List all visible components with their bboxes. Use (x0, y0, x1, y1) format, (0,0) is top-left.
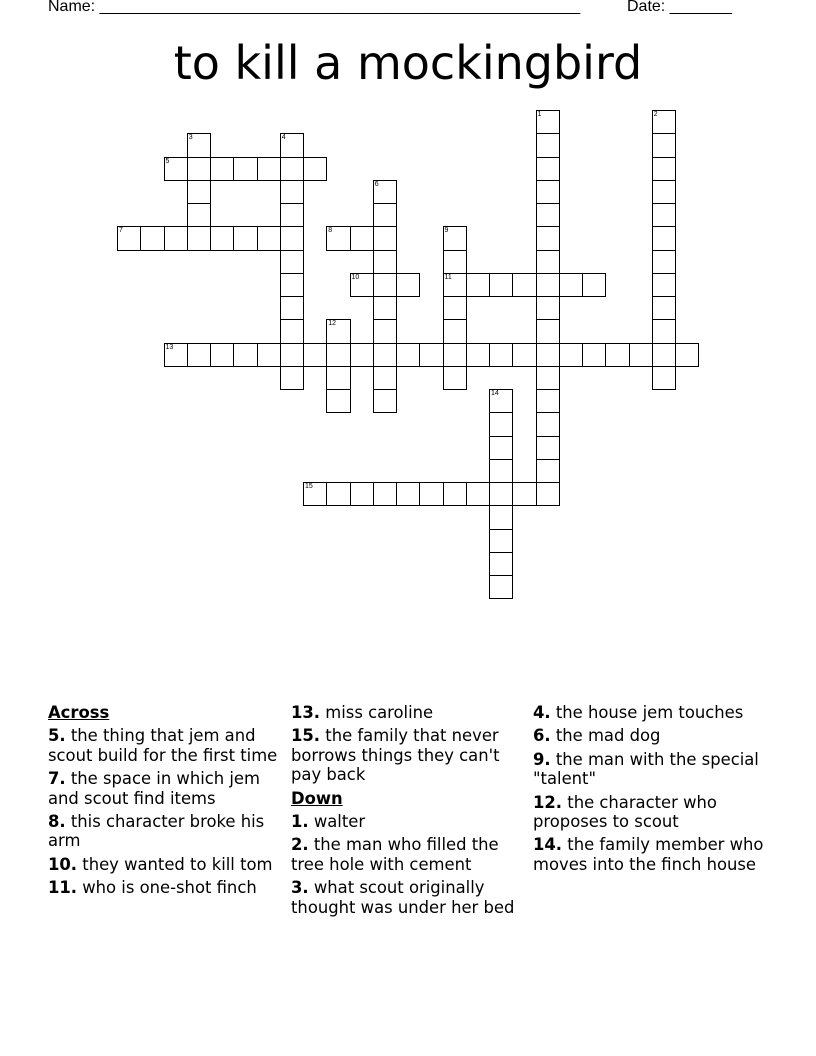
grid-cell[interactable] (373, 250, 397, 274)
grid-cell[interactable] (257, 343, 281, 367)
clue-number: 12. (533, 792, 563, 812)
clue-text: the space in which jem and scout find items (48, 769, 260, 808)
grid-cell[interactable] (605, 343, 629, 367)
down-clue (291, 812, 527, 831)
grid-cell[interactable] (466, 343, 490, 367)
grid-cell[interactable] (582, 273, 606, 297)
grid-cell[interactable] (536, 459, 560, 483)
grid-cell[interactable] (489, 343, 513, 367)
clue-number: 9 (444, 227, 449, 235)
grid-cell[interactable] (280, 133, 304, 157)
clue-text: this character broke his arm (48, 812, 265, 851)
grid-cell[interactable] (536, 180, 560, 204)
grid-cell[interactable] (210, 343, 234, 367)
clue-number: 13. (291, 703, 321, 722)
clue-text: who is one-shot finch (82, 878, 257, 898)
grid-cell[interactable] (280, 250, 304, 274)
grid-cell[interactable] (489, 389, 513, 413)
grid-cell[interactable] (652, 110, 676, 134)
grid-cell[interactable] (536, 157, 560, 181)
grid-cell[interactable] (233, 226, 257, 250)
clue-text: walter (313, 812, 366, 832)
grid-cell[interactable] (443, 343, 467, 367)
grid-cell[interactable] (303, 157, 327, 181)
clues-column-1 (48, 703, 284, 902)
across-clue (48, 726, 284, 765)
grid-cell[interactable] (373, 389, 397, 413)
across-clue (48, 878, 284, 897)
clue-text: the mad dog (555, 726, 661, 746)
grid-cell[interactable] (373, 203, 397, 227)
grid-cell[interactable] (373, 226, 397, 250)
grid-cell[interactable] (140, 226, 164, 250)
clue-number: 3 (188, 134, 193, 142)
clue-text: what scout originally thought was under her bed (291, 878, 515, 917)
grid-cell[interactable] (512, 482, 536, 506)
grid-cell[interactable] (350, 343, 374, 367)
clue-text: they wanted to kill tom (82, 854, 273, 874)
grid-cell[interactable] (652, 366, 676, 390)
clue-number: 9. (533, 749, 551, 769)
grid-cell[interactable] (489, 412, 513, 436)
clue-number: 10 (351, 273, 360, 281)
down-clue (291, 835, 527, 874)
grid-cell[interactable] (466, 482, 490, 506)
grid-cell[interactable] (326, 319, 350, 343)
clues-column-2 (291, 703, 527, 921)
grid-cell[interactable] (443, 250, 467, 274)
down-clue (533, 726, 769, 745)
clue-number: 1. (291, 812, 309, 832)
grid-cell[interactable] (652, 296, 676, 320)
grid-cell[interactable] (512, 273, 536, 297)
clue-number: 8 (328, 227, 333, 235)
grid-cell[interactable] (536, 412, 560, 436)
clue-number: 8. (48, 812, 66, 832)
clue-text: the character who proposes to scout (533, 792, 717, 832)
grid-cell[interactable] (582, 343, 606, 367)
grid-cell[interactable] (536, 366, 560, 390)
grid-cell[interactable] (280, 319, 304, 343)
grid-cell[interactable] (187, 226, 211, 250)
clue-number: 6. (533, 726, 551, 746)
grid-cell[interactable] (512, 343, 536, 367)
grid-cell[interactable] (373, 296, 397, 320)
grid-cell[interactable] (326, 226, 350, 250)
grid-cell[interactable] (326, 343, 350, 367)
down-clue (291, 878, 527, 917)
grid-cell[interactable] (350, 482, 374, 506)
across-clue (48, 812, 284, 851)
grid-cell[interactable] (559, 273, 583, 297)
grid-cell[interactable] (652, 343, 676, 367)
grid-cell[interactable] (559, 343, 583, 367)
grid-cell[interactable] (536, 203, 560, 227)
clue-number: 2. (291, 835, 309, 855)
grid-cell[interactable] (443, 319, 467, 343)
grid-cell[interactable] (489, 459, 513, 483)
clue-number: 4 (281, 134, 286, 142)
grid-cell[interactable] (326, 366, 350, 390)
grid-cell[interactable] (536, 133, 560, 157)
grid-cell[interactable] (164, 157, 188, 181)
grid-cell[interactable] (280, 226, 304, 250)
grid-cell[interactable] (652, 226, 676, 250)
grid-cell[interactable] (280, 180, 304, 204)
grid-cell[interactable] (187, 157, 211, 181)
across-heading: Across (48, 703, 110, 722)
grid-cell[interactable] (350, 273, 374, 297)
clue-text: the man with the special "talent" (533, 749, 759, 789)
grid-cell[interactable] (443, 273, 467, 297)
grid-cell[interactable] (629, 343, 653, 367)
grid-cell[interactable] (536, 296, 560, 320)
clue-number: 13 (165, 343, 174, 351)
clue-number: 5 (165, 157, 170, 165)
grid-cell[interactable] (536, 273, 560, 297)
page-title: to kill a mockingbird (173, 36, 643, 90)
grid-cell[interactable] (350, 226, 374, 250)
grid-cell[interactable] (280, 366, 304, 390)
grid-cell[interactable] (536, 319, 560, 343)
grid-cell[interactable] (536, 389, 560, 413)
clue-text: the thing that jem and scout build for the first time (48, 726, 278, 765)
grid-cell[interactable] (187, 203, 211, 227)
grid-cell[interactable] (419, 482, 443, 506)
clue-text: the family that never borrows things they can't pay back (291, 726, 500, 785)
clue-number: 11 (444, 273, 452, 281)
grid-cell[interactable] (396, 273, 420, 297)
grid-cell[interactable] (280, 203, 304, 227)
grid-cell[interactable] (489, 529, 513, 553)
clue-number: 14 (491, 390, 499, 397)
date-field[interactable]: Date: _______ (627, 0, 732, 15)
grid-cell[interactable] (443, 296, 467, 320)
grid-cell[interactable] (489, 505, 513, 529)
across-clue (291, 703, 527, 722)
grid-cell[interactable] (373, 343, 397, 367)
grid-cell[interactable] (652, 133, 676, 157)
grid-cell[interactable] (652, 273, 676, 297)
grid-cell[interactable] (280, 273, 304, 297)
grid-cell[interactable] (396, 482, 420, 506)
clue-number: 15 (305, 483, 313, 490)
across-clue (48, 855, 284, 874)
grid-cell[interactable] (652, 203, 676, 227)
clue-text: miss caroline (325, 703, 434, 722)
grid-cell[interactable] (419, 343, 443, 367)
down-clue (533, 835, 769, 874)
grid-cell[interactable] (326, 482, 350, 506)
grid-cell[interactable] (326, 389, 350, 413)
clue-number: 4. (533, 703, 551, 722)
grid-cell[interactable] (303, 343, 327, 367)
grid-cell[interactable] (210, 157, 234, 181)
grid-cell[interactable] (164, 343, 188, 367)
grid-cell[interactable] (280, 343, 304, 367)
grid-cell[interactable] (443, 482, 467, 506)
grid-cell[interactable] (373, 273, 397, 297)
clue-number: 10. (48, 854, 78, 874)
grid-cell[interactable] (466, 273, 490, 297)
grid-cell[interactable] (489, 273, 513, 297)
grid-cell[interactable] (536, 482, 560, 506)
grid-cell[interactable] (373, 180, 397, 204)
name-field[interactable]: Name: ______________________________________________________ (48, 0, 581, 15)
grid-cell[interactable] (303, 482, 327, 506)
grid-cell[interactable] (280, 157, 304, 181)
grid-cell[interactable] (257, 157, 281, 181)
grid-cell[interactable] (536, 110, 560, 134)
clue-number: 6 (374, 180, 379, 188)
across-clue (291, 726, 527, 784)
down-clue (533, 750, 769, 789)
grid-cell[interactable] (652, 250, 676, 274)
grid-cell[interactable] (396, 343, 420, 367)
grid-cell[interactable] (675, 343, 699, 367)
grid-cell[interactable] (257, 226, 281, 250)
grid-cell[interactable] (187, 180, 211, 204)
down-clue (533, 793, 769, 832)
grid-cell[interactable] (164, 226, 188, 250)
grid-cell[interactable] (536, 226, 560, 250)
grid-cell[interactable] (443, 226, 467, 250)
grid-cell[interactable] (652, 319, 676, 343)
grid-cell[interactable] (187, 343, 211, 367)
down-clue (533, 703, 769, 722)
grid-cell[interactable] (536, 250, 560, 274)
clue-number: 5. (48, 726, 66, 746)
grid-cell[interactable] (373, 366, 397, 390)
grid-cell[interactable] (280, 296, 304, 320)
grid-cell[interactable] (443, 366, 467, 390)
grid-cell[interactable] (536, 436, 560, 460)
clue-number: 7 (119, 227, 123, 235)
clue-text: the family member who moves into the finch house (533, 835, 764, 874)
grid-cell[interactable] (652, 180, 676, 204)
clue-number: 12 (328, 320, 337, 328)
grid-cell[interactable] (489, 552, 513, 576)
clue-number: 15. (291, 726, 321, 746)
grid-cell[interactable] (117, 226, 141, 250)
clues-column-3 (533, 703, 769, 878)
grid-cell[interactable] (210, 226, 234, 250)
grid-cell[interactable] (489, 436, 513, 460)
across-clue (48, 769, 284, 808)
clue-number: 14. (533, 835, 563, 855)
clue-number: 1 (537, 111, 542, 118)
clue-number: 11. (48, 878, 78, 898)
grid-cell[interactable] (187, 133, 211, 157)
grid-cell[interactable] (536, 343, 560, 367)
grid-cell[interactable] (373, 482, 397, 506)
down-heading: Down (291, 788, 343, 808)
clue-number: 2 (653, 111, 658, 118)
grid-cell[interactable] (373, 319, 397, 343)
grid-cell[interactable] (233, 157, 257, 181)
grid-cell[interactable] (489, 482, 513, 506)
clue-text: the house jem touches (555, 703, 744, 722)
grid-cell[interactable] (233, 343, 257, 367)
grid-cell[interactable] (652, 157, 676, 181)
grid-cell[interactable] (489, 575, 513, 599)
clue-number: 7. (48, 769, 66, 789)
clue-number: 3. (291, 878, 309, 898)
clue-text: the man who filled the tree hole with cement (291, 835, 499, 874)
